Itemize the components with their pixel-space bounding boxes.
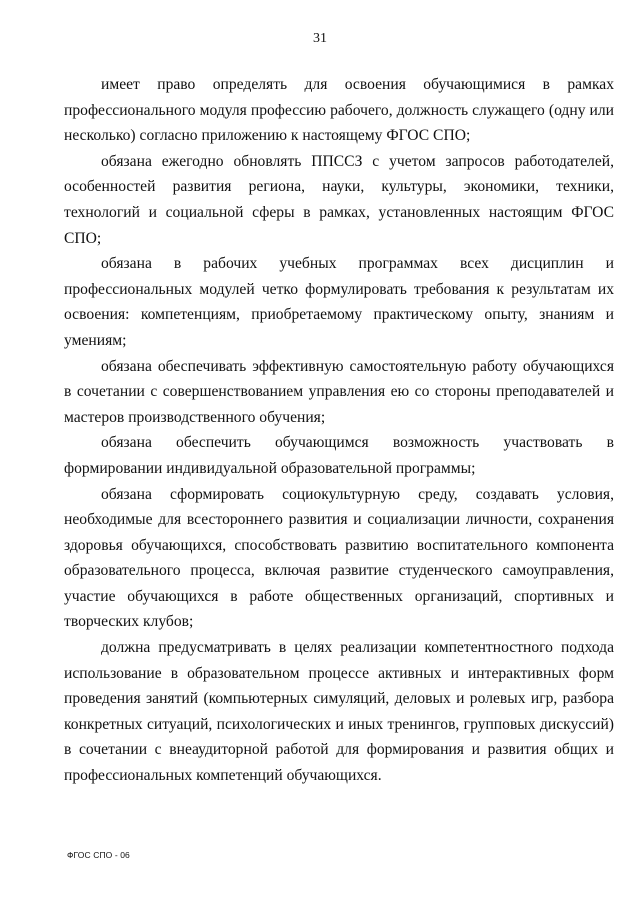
page-number: 31 <box>313 31 327 46</box>
document-body <box>64 72 614 789</box>
paragraph-ppssz-update: обязана ежегодно обновлять ППССЗ с учетом запросов работодателей, особенностей развития региона, науки, культуры, экономики, техники, технологий и социальной сферы в рамках, установленных настоящим ФГОС СПО; <box>64 152 614 247</box>
paragraph-learning-outcomes: обязана в рабочих учебных программах всех дисциплин и профессиональных модулей четко формулировать требования к результатам их освоения: компетенциям, приобретаемому практическому опыту, знаниям и умениям; <box>64 255 614 349</box>
paragraph-profession-selection: имеет право определять для освоения обучающимися в рамках профессионального модуля профессию рабочего, должность служащего (одну или несколько) согласно приложению к настоящему ФГОС СПО; <box>64 76 614 145</box>
paragraph-individual-program: обязана обеспечить обучающимся возможность участвовать в формировании индивидуальной образовательной программы; <box>64 434 614 477</box>
paragraph-sociocultural-environment: обязана сформировать социокультурную среду, создавать условия, необходимые для всестороннего развития и социализации личности, сохранения здоровья обучающихся, способствовать развитию воспитательного компонента образовательного процесса, включая развитие студенческого самоуправления, участие обучающихся в работе общественных организаций, спортивных и творческих клубов; <box>64 485 614 631</box>
paragraph-interactive-forms: должна предусматривать в целях реализации компетентностного подхода использование в образовательном процессе активных и интерактивных форм проведения занятий (компьютерных симуляций, деловых и ролевых игр, разбора конкретных ситуаций, психологических и иных тренингов, групповых дискуссий) в сочетании с внеаудиторной работой для формирования и развития общих и профессиональных компетенций обучающихся. <box>64 639 614 785</box>
footer-standard-code: ФГОС СПО - 06 <box>67 850 130 860</box>
paragraph-independent-work: обязана обеспечивать эффективную самостоятельную работу обучающихся в сочетании с совершенствованием управления ею со стороны преподавателей и мастеров производственного обучения; <box>64 357 614 426</box>
